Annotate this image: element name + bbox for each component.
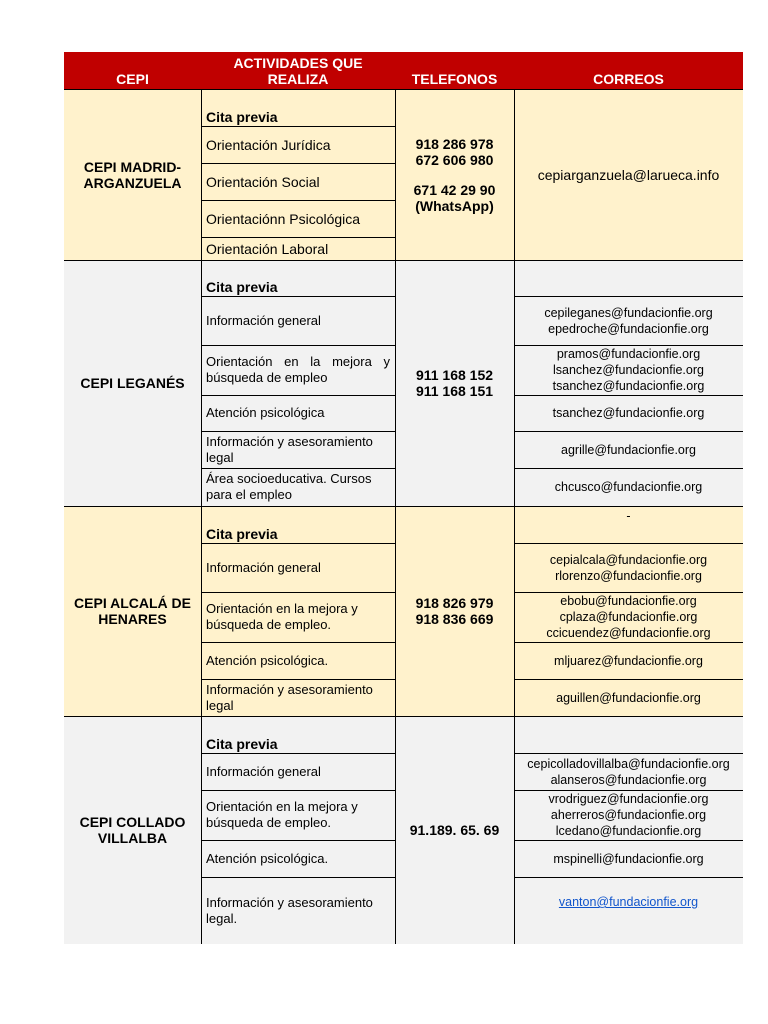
activity: Atención psicológica — [206, 405, 325, 420]
header-telefonos: TELEFONOS — [395, 52, 514, 89]
grid-line — [201, 126, 395, 127]
email-cell — [514, 345, 743, 395]
center-phones — [395, 260, 514, 506]
grid-line — [201, 345, 395, 346]
email[interactable]: cepiarganzuela@larueca.info — [537, 166, 720, 183]
activity: Información general — [206, 559, 321, 575]
grid-line — [395, 89, 396, 944]
phone: 91.189. 65. 69 — [409, 822, 500, 838]
phone: 672 606 980 — [415, 151, 494, 168]
email[interactable]: chcusco@fundacionfie.org — [554, 480, 703, 494]
activity-cita-previa: Cita previa — [206, 526, 278, 542]
grid-line — [201, 468, 395, 469]
activity-cita-previa: Cita previa — [206, 109, 278, 125]
grid-line — [514, 840, 743, 841]
header-correos: CORREOS — [514, 52, 743, 89]
grid-line — [514, 592, 743, 593]
email[interactable]: alanseros@fundacionfie.org — [550, 772, 707, 787]
email[interactable]: cepicolladovillalba@fundacionfie.org — [527, 756, 730, 771]
email[interactable]: aguillen@fundacionfie.org — [556, 690, 701, 705]
grid-line — [201, 790, 395, 791]
grid-line — [514, 431, 743, 432]
grid-line — [201, 840, 395, 841]
email[interactable]: mljuarez@fundacionfie.org — [554, 653, 703, 668]
email[interactable]: cepialcala@fundacionfie.org — [549, 552, 708, 567]
grid-line — [201, 431, 395, 432]
email-cell — [514, 468, 743, 506]
grid-line — [514, 89, 515, 944]
email-cell — [514, 395, 743, 431]
email[interactable]: vrodriguez@fundacionfie.org — [548, 792, 709, 806]
grid-line — [514, 753, 743, 754]
center-name: CEPI MADRID-ARGANZUELA — [83, 158, 182, 191]
activity: Información y asesoramiento legal — [206, 681, 373, 713]
email[interactable]: mspinelli@fundacionfie.org — [553, 851, 704, 866]
email[interactable]: tsanchez@fundacionfie.org — [552, 406, 705, 420]
email-cell — [514, 840, 743, 877]
activity-cita-previa: Cita previa — [206, 279, 278, 295]
grid-line — [514, 790, 743, 791]
activity: Área socioeducativa. Cursos para el empleo — [206, 471, 372, 502]
grid-line — [201, 395, 395, 396]
center-name: CEPI COLLADO VILLALBA — [79, 814, 186, 846]
cepi-table — [64, 52, 743, 944]
activity: Información general — [206, 312, 321, 328]
phone: 911 168 151 — [415, 383, 494, 399]
phone: 918 286 978 — [415, 135, 494, 152]
grid-line — [201, 877, 395, 878]
email-cell — [514, 296, 743, 345]
activity: Orientación Jurídica — [206, 136, 331, 153]
activity: Orientación en la mejora y búsqueda de empleo. — [206, 601, 358, 632]
activity: Atención psicológica. — [206, 652, 329, 668]
activity: Orientación en la mejora y búsqueda de empleo — [206, 354, 390, 385]
activity: Atención psicológica. — [206, 850, 329, 866]
grid-line — [64, 716, 743, 717]
grid-line — [514, 345, 743, 346]
grid-line — [201, 679, 395, 680]
center-name: CEPI LEGANÉS — [80, 375, 185, 391]
email-cell — [514, 506, 743, 526]
email-cell — [514, 592, 743, 642]
activity-cita-previa: Cita previa — [206, 736, 278, 752]
email[interactable]: lsanchez@fundacionfie.org — [553, 363, 704, 377]
email[interactable]: ebobu@fundacionfie.org — [560, 594, 697, 608]
grid-line — [201, 592, 395, 593]
grid-line — [514, 543, 743, 544]
activity: Información y asesoramiento legal — [206, 433, 373, 465]
grid-line — [201, 543, 395, 544]
email-cell — [514, 877, 743, 927]
activity: Orientación Social — [206, 173, 320, 190]
header-actividades: ACTIVIDADES QUE REALIZA — [201, 52, 395, 89]
grid-line — [201, 296, 395, 297]
grid-line — [64, 260, 743, 261]
grid-line — [201, 163, 395, 164]
email-cell — [514, 679, 743, 716]
grid-line — [201, 89, 202, 944]
center-phones — [395, 716, 514, 944]
activity: Orientación Laboral — [206, 240, 329, 257]
activity: Información general — [206, 763, 321, 779]
grid-line — [201, 237, 395, 238]
grid-line — [514, 877, 743, 878]
grid-line — [64, 506, 743, 507]
email-cell — [514, 642, 743, 679]
email[interactable]: pramos@fundacionfie.org — [556, 347, 701, 361]
activity: Orientación en la mejora y búsqueda de empleo. — [206, 799, 358, 830]
phone: 918 826 979 — [415, 595, 494, 611]
grid-line — [514, 679, 743, 680]
center-name: CEPI ALCALÁ DE HENARES — [74, 595, 191, 627]
grid-line — [514, 642, 743, 643]
activity: Orientaciónn Psicológica — [206, 210, 361, 227]
grid-line — [64, 89, 743, 90]
email[interactable]: cepileganes@fundacionfie.org — [544, 305, 713, 320]
center-email — [514, 89, 743, 260]
email[interactable]: epedroche@fundacionfie.org — [548, 321, 709, 336]
phone-note: (WhatsApp) — [415, 197, 494, 214]
email[interactable]: agrille@fundacionfie.org — [561, 442, 696, 457]
grid-line — [514, 395, 743, 396]
phone: 918 836 669 — [415, 611, 494, 627]
center-phones — [395, 89, 514, 260]
email-cell — [514, 431, 743, 468]
email[interactable]: rlorenzo@fundacionfie.org — [555, 568, 702, 583]
email-cell — [514, 790, 743, 840]
email-placeholder: - — [626, 509, 631, 523]
email[interactable]: cplaza@fundacionfie.org — [559, 610, 698, 624]
grid-line — [201, 200, 395, 201]
email[interactable]: lcedano@fundacionfie.org — [555, 824, 702, 838]
email[interactable]: tsanchez@fundacionfie.org — [552, 379, 705, 393]
grid-line — [201, 642, 395, 643]
center-phones — [395, 506, 514, 716]
email[interactable]: aherreros@fundacionfie.org — [550, 808, 707, 822]
header-cepi: CEPI — [64, 52, 201, 89]
grid-line — [514, 296, 743, 297]
email-link[interactable]: vanton@fundacionfie.org — [558, 895, 699, 909]
activity: Información y asesoramiento legal. — [206, 894, 373, 926]
phone: 671 42 29 90 — [413, 181, 496, 198]
grid-line — [514, 468, 743, 469]
email-cell — [514, 543, 743, 592]
email[interactable]: ccicuendez@fundacionfie.org — [546, 626, 711, 640]
phone: 911 168 152 — [415, 367, 494, 383]
grid-line — [201, 753, 395, 754]
email-cell — [514, 753, 743, 790]
